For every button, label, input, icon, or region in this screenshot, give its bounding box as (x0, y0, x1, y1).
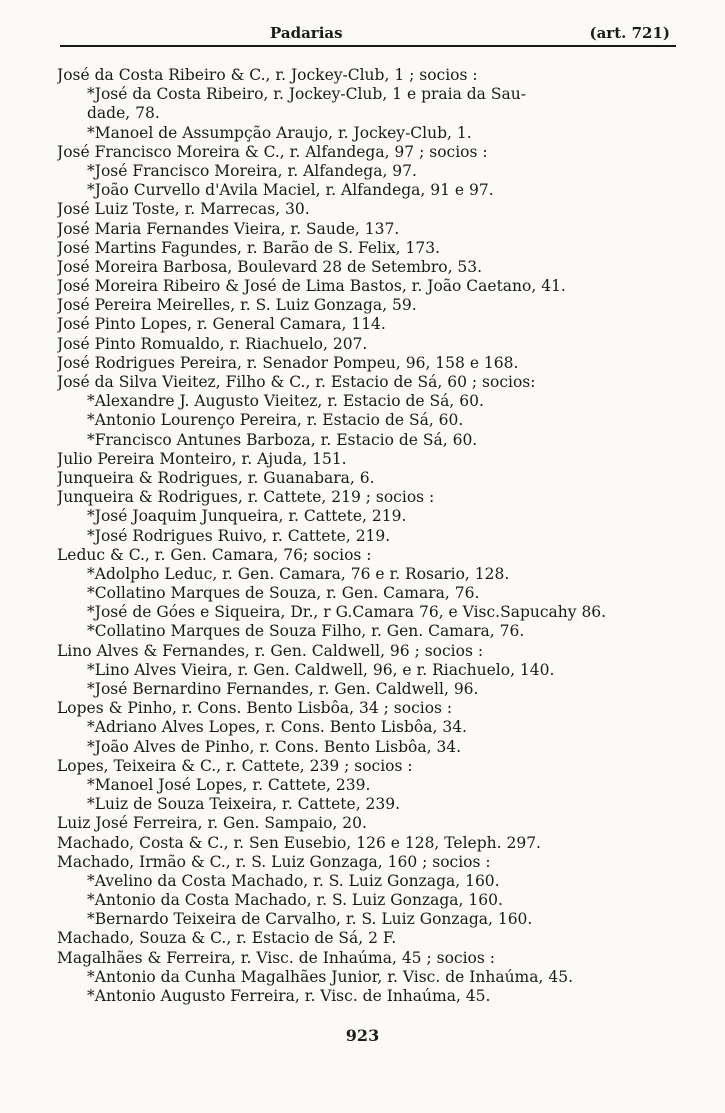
directory-entry: José Moreira Barbosa, Boulevard 28 de Setembro, 53. (57, 257, 483, 276)
partner-entry: *José de Góes e Siqueira, Dr., r G.Camara 76, e Visc.Sapucahy 86. (87, 603, 607, 622)
partner-entry: *Bernardo Teixeira de Carvalho, r. S. Luiz Gonzaga, 160. (87, 910, 533, 929)
partner-entry: *Manoel de Assumpção Araujo, r. Jockey-Club, 1. (87, 123, 472, 142)
directory-entry: José Martins Fagundes, r. Barão de S. Felix, 173. (57, 238, 441, 257)
directory-entry: Magalhães & Ferreira, r. Visc. de Inhaúma, 45 ; socios : (57, 948, 495, 967)
directory-entry: Lino Alves & Fernandes, r. Gen. Caldwell, 96 ; socios : (57, 641, 484, 660)
page-header (60, 24, 676, 44)
page-number: 923 (345, 1026, 380, 1045)
partner-entry: *João Curvello d'Avila Maciel, r. Alfandega, 91 e 97. (87, 181, 494, 200)
partner-entry: *José Bernardino Fernandes, r. Gen. Caldwell, 96. (87, 680, 479, 698)
directory-entry: Julio Pereira Monteiro, r. Ajuda, 151. (57, 449, 347, 468)
partner-entry: *Antonio da Cunha Magalhães Junior, r. Visc. de Inhaúma, 45. (87, 967, 573, 986)
entry-list (57, 66, 689, 1006)
directory-entry: José da Costa Ribeiro & C., r. Jockey-Club, 1 ; socios : (57, 66, 478, 84)
entry-continuation: dade, 78. (87, 104, 160, 123)
directory-entry: José Francisco Moreira & C., r. Alfandega, 97 ; socios : (57, 142, 488, 161)
partner-entry: *Antonio Lourenço Pereira, r. Estacio de Sá, 60. (87, 411, 464, 430)
directory-entry: Machado, Irmão & C., r. S. Luiz Gonzaga, 160 ; socios : (57, 852, 491, 871)
partner-entry: *João Alves de Pinho, r. Cons. Bento Lisbôa, 34. (87, 737, 462, 756)
directory-entry: Lopes, Teixeira & C., r. Cattete, 239 ; socios : (57, 756, 413, 775)
partner-entry: *Avelino da Costa Machado, r. S. Luiz Gonzaga, 160. (87, 871, 500, 890)
partner-entry: *José da Costa Ribeiro, r. Jockey-Club, 1 e praia da Sau- (87, 85, 526, 104)
partner-entry: *Collatino Marques de Souza Filho, r. Gen. Camara, 76. (87, 622, 525, 641)
directory-entry: José Luiz Toste, r. Marrecas, 30. (57, 200, 310, 219)
header-rule (60, 45, 676, 47)
directory-entry: José da Silva Vieitez, Filho & C., r. Estacio de Sá, 60 ; socios: (57, 373, 536, 391)
section-title: Padarias (270, 24, 343, 42)
partner-entry: *Antonio da Costa Machado, r. S. Luiz Gonzaga, 160. (87, 891, 503, 910)
partner-entry: *Lino Alves Vieira, r. Gen. Caldwell, 96, e r. Riachuelo, 140. (87, 660, 555, 679)
partner-entry: *Collatino Marques de Souza, r. Gen. Camara, 76. (87, 584, 480, 603)
directory-entry: Lopes & Pinho, r. Cons. Bento Lisbôa, 34 ; socios : (57, 699, 453, 718)
partner-entry: *Manoel José Lopes, r. Cattete, 239. (87, 775, 371, 794)
partner-entry: *Luiz de Souza Teixeira, r. Cattete, 239. (87, 795, 401, 814)
directory-entry: José Pereira Meirelles, r. S. Luiz Gonzaga, 59. (57, 296, 417, 315)
directory-entry: José Pinto Lopes, r. General Camara, 114. (57, 315, 386, 334)
partner-entry: *José Francisco Moreira, r. Alfandega, 97. (87, 161, 417, 180)
partner-entry: *Adolpho Leduc, r. Gen. Camara, 76 e r. Rosario, 128. (87, 564, 510, 583)
partner-entry: *Alexandre J. Augusto Vieitez, r. Estacio de Sá, 60. (87, 392, 484, 411)
directory-entry: Luiz José Ferreira, r. Gen. Sampaio, 20. (57, 814, 367, 833)
directory-entry: José Rodrigues Pereira, r. Senador Pompeu, 96, 158 e 168. (57, 353, 519, 372)
partner-entry: *José Joaquim Junqueira, r. Cattete, 219. (87, 507, 407, 526)
partner-entry: *Antonio Augusto Ferreira, r. Visc. de Inhaúma, 45. (87, 987, 491, 1005)
directory-entry: Leduc & C., r. Gen. Camara, 76; socios : (57, 545, 372, 564)
directory-entry: José Maria Fernandes Vieira, r. Saude, 137. (57, 219, 400, 238)
directory-entry: José Moreira Ribeiro & José de Lima Bastos, r. João Caetano, 41. (57, 277, 566, 296)
partner-entry: *Adriano Alves Lopes, r. Cons. Bento Lisbôa, 34. (87, 718, 467, 737)
article-reference: (art. 721) (589, 24, 670, 42)
directory-entry: Junqueira & Rodrigues, r. Guanabara, 6. (57, 468, 375, 487)
partner-entry: *José Rodrigues Ruivo, r. Cattete, 219. (87, 526, 391, 545)
directory-entry: José Pinto Romualdo, r. Riachuelo, 207. (57, 334, 368, 353)
directory-entry: Machado, Costa & C., r. Sen Eusebio, 126 e 128, Teleph. 297. (57, 833, 541, 852)
partner-entry: *Francisco Antunes Barboza, r. Estacio de Sá, 60. (87, 430, 478, 449)
directory-entry: Junqueira & Rodrigues, r. Cattete, 219 ; socios : (57, 488, 435, 507)
directory-entry: Machado, Souza & C., r. Estacio de Sá, 2 F. (57, 929, 397, 948)
